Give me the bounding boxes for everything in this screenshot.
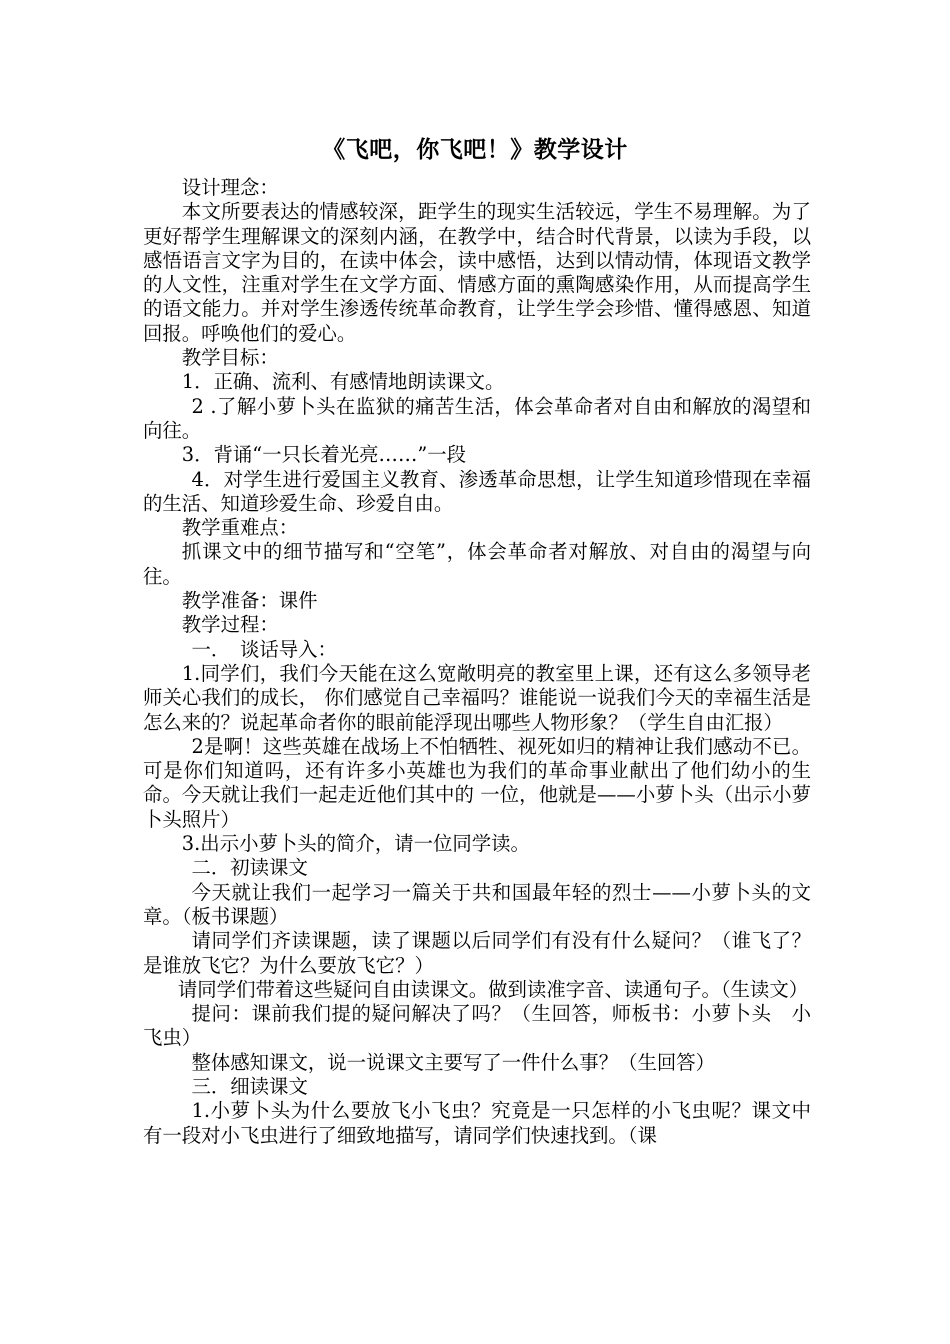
goal-item-2: 2 .了解小萝卜头在监狱的痛苦生活，体会革命者对自由和解放的渴望和向往。 bbox=[143, 394, 811, 442]
step-2-paragraph-1: 今天就让我们一起学习一篇关于共和国最年轻的烈士——小萝卜头的文章。（板书课题） bbox=[143, 880, 811, 928]
section-heading-teaching-goals: 教学目标： bbox=[181, 346, 279, 370]
step-2-paragraph-4: 提问：课前我们提的疑问解决了吗？（生回答，师板书：小萝卜头 小飞虫） bbox=[143, 1002, 811, 1050]
goal-item-3: 3．背诵“一只长着光亮……”一段 bbox=[181, 443, 467, 467]
section-heading-key-points: 教学重难点： bbox=[181, 516, 299, 540]
step-2-paragraph-5: 整体感知课文，说一说课文主要写了一件什么事？（生回答） bbox=[191, 1050, 716, 1074]
goal-item-4: 4．对学生进行爱国主义教育、渗透革命思想，让学生知道珍惜现在幸福的生活、知道珍爱生命、珍爱自由。 bbox=[143, 467, 811, 515]
step-2-paragraph-2: 请同学们齐读课题，读了课题以后同学们有没有什么疑问？（谁飞了？是谁放飞它？为什么要放飞它？） bbox=[143, 929, 811, 977]
step-heading-1: 一． 谈话导入： bbox=[191, 637, 337, 661]
step-1-paragraph-3: 3.出示小萝卜头的简介，请一位同学读。 bbox=[181, 832, 530, 856]
section-heading-preparation: 教学准备：课件 bbox=[181, 589, 318, 613]
document-title: 《飞吧，你飞吧！》教学设计 bbox=[322, 136, 628, 163]
paragraph-design-concept: 本文所要表达的情感较深，距学生的现实生活较远，学生不易理解。为了更好帮学生理解课文的深刻内涵，在教学中，结合时代背景，以读为手段，以感悟语言文字为目的，在读中体会，读中感悟，达到以情动情，体现语文教学的人文性，注重对学生在文学方面、情感方面的熏陶感染作用，从而提高学生的语文能力。并对学生渗透传统革命教育，让学生学会珍惜、懂得感恩、知道回报。呼唤他们的爱心。 bbox=[143, 200, 811, 345]
step-heading-3: 三．细读课文 bbox=[191, 1074, 308, 1098]
goal-item-1: 1．正确、流利、有感情地朗读课文。 bbox=[181, 370, 505, 394]
paragraph-key-points: 抓课文中的细节描写和“空笔”，体会革命者对解放、对自由的渴望与向往。 bbox=[143, 540, 811, 588]
section-heading-design-concept: 设计理念： bbox=[181, 176, 279, 199]
step-2-paragraph-3: 请同学们带着这些疑问自由读课文。做到读准字音、读通句子。（生读文） bbox=[177, 977, 809, 1001]
document-body bbox=[143, 176, 811, 1148]
step-1-paragraph-1: 1.同学们，我们今天能在这么宽敞明亮的教室里上课，还有这么多领导老师关心我们的成长， 你们感觉自己幸福吗？谁能说一说我们今天的幸福生活是怎么来的？说起革命者你的眼前能浮现出哪些人物形象？（学生自由汇报） bbox=[143, 661, 811, 734]
step-1-paragraph-2: 2是啊！这些英雄在战场上不怕牺牲、视死如归的精神让我们感动不已。可是你们知道吗，还有许多小英雄也为我们的革命事业献出了他们幼小的生命。今天就让我们一起走近他们其中的 一位，他就是——小萝卜头（出示小萝卜头照片） bbox=[143, 734, 811, 831]
section-heading-process: 教学过程： bbox=[181, 613, 279, 637]
step-3-paragraph-1: 1.小萝卜头为什么要放飞小飞虫？究竟是一只怎样的小飞虫呢？课文中有一段对小飞虫进行了细致地描写，请同学们快速找到。（课 bbox=[143, 1099, 811, 1147]
step-heading-2: 二．初读课文 bbox=[191, 856, 308, 880]
